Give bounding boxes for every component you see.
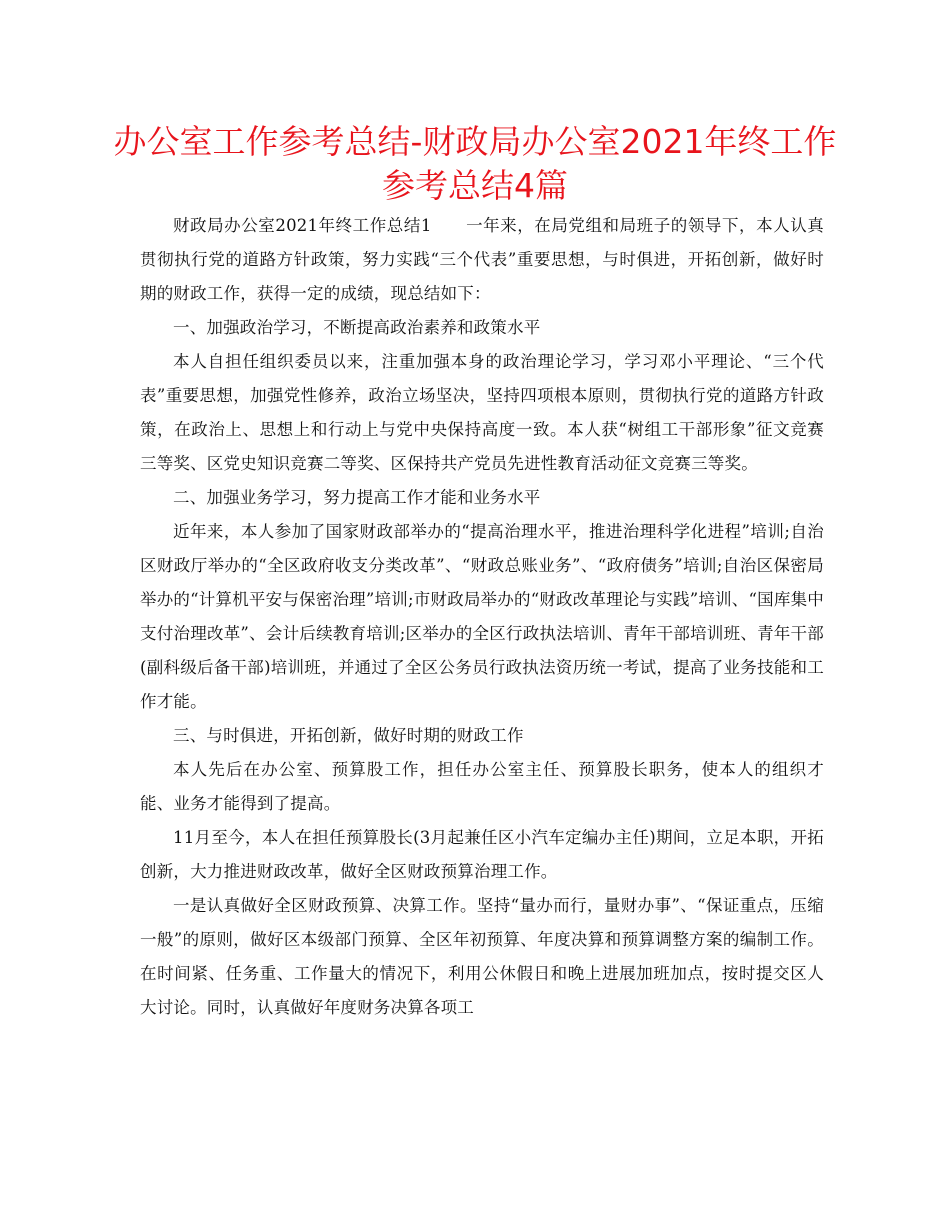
section-heading-2: 二、加强业务学习，努力提高工作才能和业务水平 (173, 488, 541, 507)
intro-paragraph: 财政局办公室2021年终工作总结1 一年来，在局党组和局班子的领导下，本人认真贯彻执行党的道路方针政策，努力实践“三个代表”重要思想，与时俱进，开拓创新，做好时期的财政工作，获得一定的成绩，现总结如下： (140, 216, 824, 303)
section-heading-3: 三、与时俱进，开拓创新，做好时期的财政工作 (173, 726, 524, 745)
document-title: 办公室工作参考总结-财政局办公室2021年终工作参考总结4篇 (113, 122, 837, 205)
paragraph-budget-chief: 11月至今，本人在担任预算股长(3月起兼任区小汽车定编办主任)期间，立足本职，开拓创新，大力推进财政改革，做好全区财政预算治理工作。 (140, 828, 824, 881)
paragraph-training: 近年来，本人参加了国家财政部举办的“提高治理水平，推进治理科学化进程”培训;自治区财政厅举办的“全区政府收支分类改革”、“财政总账业务”、“政府债务”培训;自治区保密局举办的“计算机平安与保密治理”培训;市财政局举办的“财政改革理论与实践”培训、“国库集中支付治理改革”、会计后续教育培训;区举办的全区行政执法培训、青年干部培训班、青年干部(副科级后备干部)培训班，并通过了全区公务员行政执法资历统一考试，提高了业务技能和工作才能。 (140, 522, 824, 711)
section-heading-1: 一、加强政治学习，不断提高政治素养和政策水平 (173, 318, 541, 337)
paragraph-positions: 本人先后在办公室、预算股工作，担任办公室主任、预算股长职务，使本人的组织才能、业务才能得到了提高。 (140, 760, 824, 813)
paragraph-budget-work: 一是认真做好全区财政预算、决算工作。坚持“量办而行，量财办事”、“保证重点，压缩一般”的原则，做好区本级部门预算、全区年初预算、年度决算和预算调整方案的编制工作。在时间紧、任务重、工作量大的情况下，利用公休假日和晚上进展加班加点，按时提交区人大讨论。同时，认真做好年度财务决算各项工 (140, 896, 824, 1017)
document-body (140, 209, 824, 1025)
paragraph-political-study: 本人自担任组织委员以来，注重加强本身的政治理论学习，学习邓小平理论、“三个代表”重要思想，加强党性修养，政治立场坚决，坚持四项根本原则，贯彻执行党的道路方针政策，在政治上、思想上和行动上与党中央保持高度一致。本人获“树组工干部形象”征文竞赛三等奖、区党史知识竞赛二等奖、区保持共产党员先进性教育活动征文竞赛三等奖。 (140, 352, 824, 473)
